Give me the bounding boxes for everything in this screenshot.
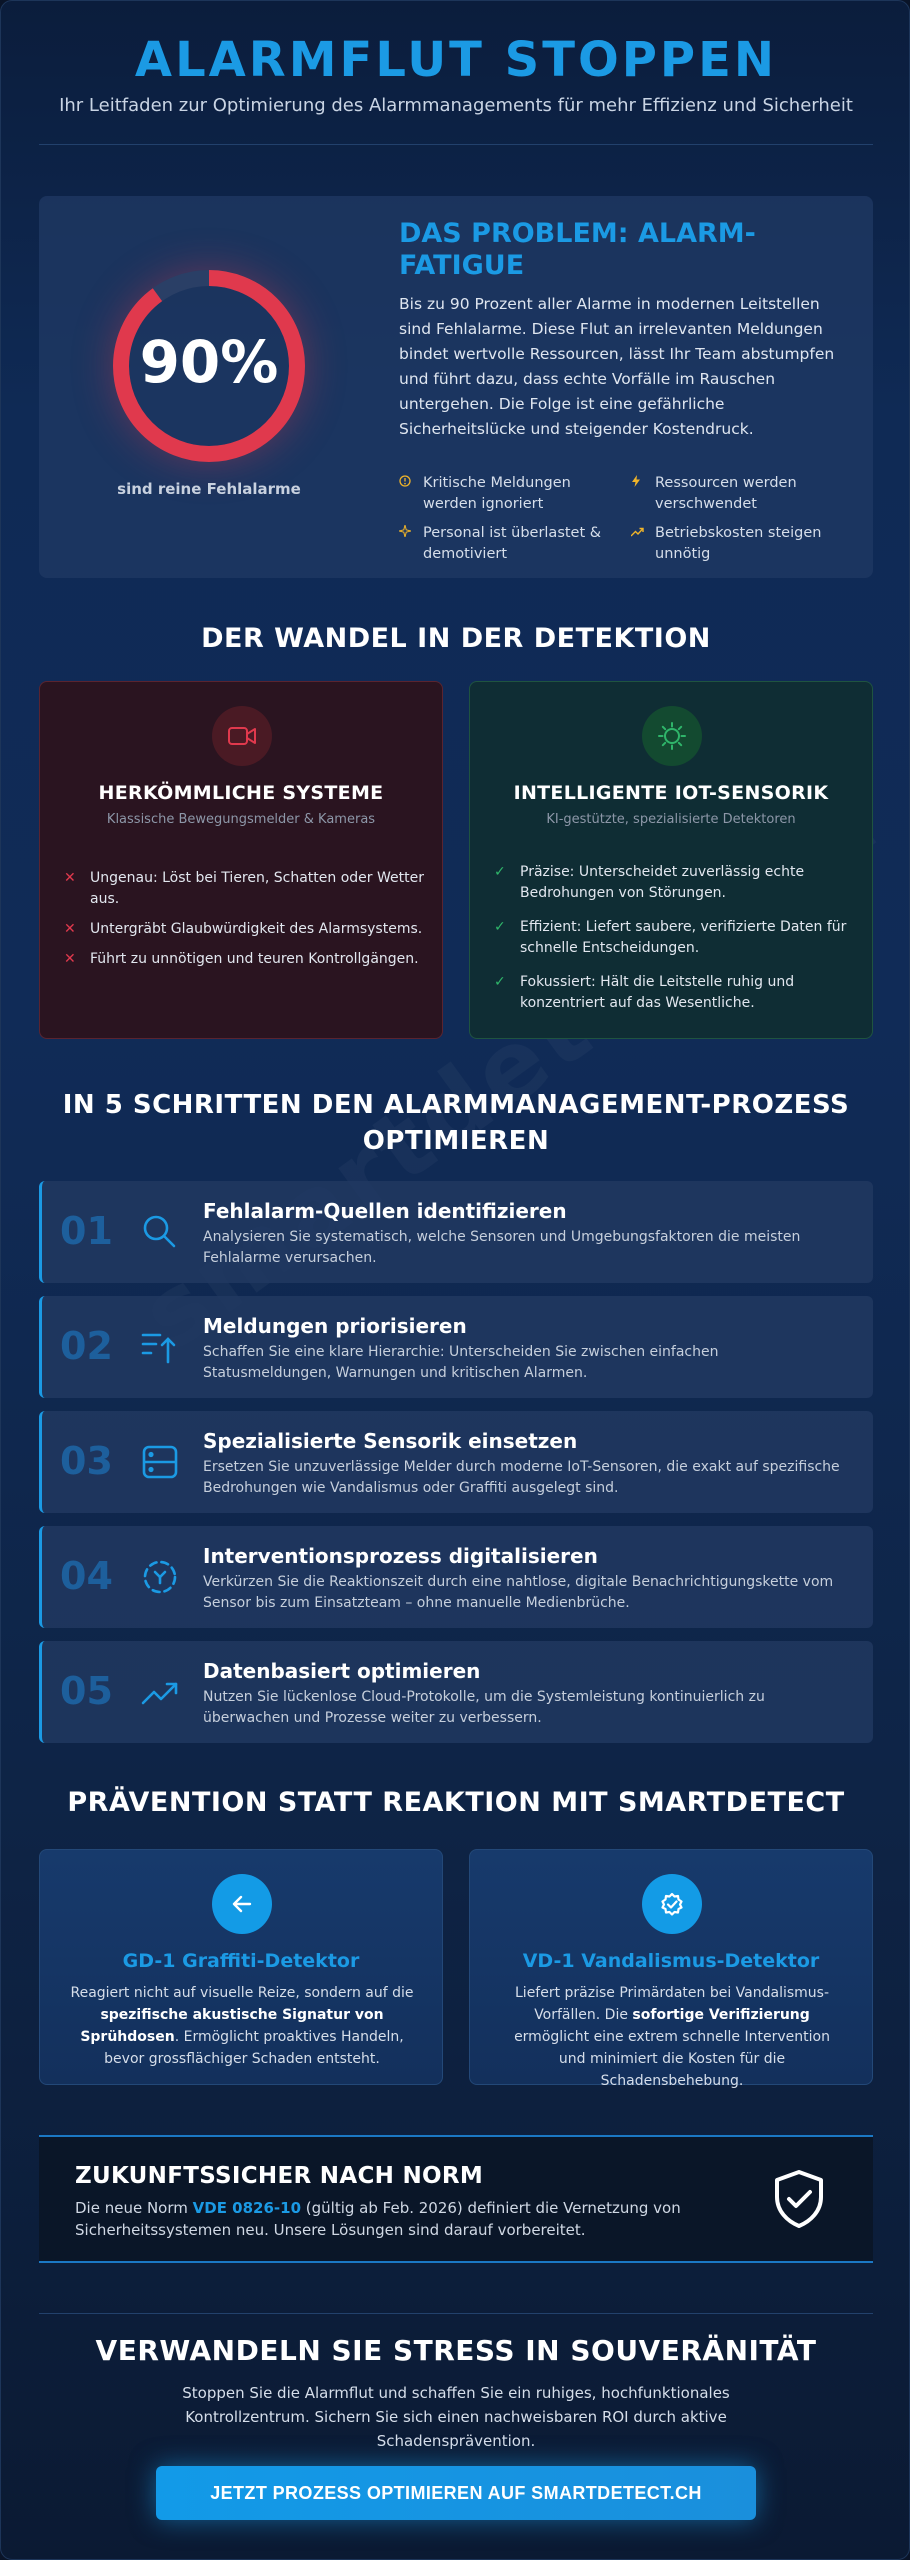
issue-text: Kritische Meldungen werden ignoriert xyxy=(423,475,571,512)
step-description: Nutzen Sie lückenlose Cloud-Protokolle, um die Systemleistung kontinuierlich zu überwachen und Prozesse weiter zu verbessern. xyxy=(203,1689,765,1726)
list-item: ✕ Untergräbt Glaubwürdigkeit des Alarmsystems. xyxy=(64,919,430,940)
step-number: 01 xyxy=(60,1209,113,1253)
check-icon: ✓ xyxy=(494,864,506,880)
step-number: 02 xyxy=(60,1324,113,1368)
problem-title: DAS PROBLEM: ALARM-FATIGUE xyxy=(399,218,756,281)
trend-up-icon xyxy=(140,1672,180,1712)
norm-highlight: VDE 0826-10 xyxy=(192,2199,302,2217)
step-card xyxy=(39,1526,873,1628)
card-title: HERKÖMMLICHE SYSTEME xyxy=(98,782,384,804)
trend-up-icon xyxy=(631,523,645,565)
stat-value: 90% xyxy=(139,328,279,396)
page-title: ALARMFLUT STOPPEN xyxy=(134,32,778,88)
list-item: ✕ Ungenau: Löst bei Tieren, Schatten oder Wetter aus. xyxy=(64,868,430,910)
stat-caption: sind reine Fehlalarme xyxy=(117,480,301,498)
step-card xyxy=(39,1181,873,1283)
false-alarm-ring xyxy=(109,266,309,466)
step-description: Ersetzen Sie unzuverlässige Melder durch moderne IoT-Sensoren, die exakt auf spezifische Bedrohungen wie Vandalismus oder Graffiti ausgelegt sind. xyxy=(203,1459,840,1496)
norm-text: Die neue Norm VDE 0826-10 (gültig ab Feb. 2026) definiert die Vernetzung von Sicherheitssystemen neu. Unsere Lösungen sind darauf vorbereitet. xyxy=(75,2199,681,2239)
norm-title: ZUKUNFTSSICHER NACH NORM xyxy=(75,2163,484,2189)
product-description: Liefert präzise Primärdaten bei Vandalismus-Vorfällen. Die sofortige Verifizierung ermöglicht eine extrem schnelle Intervention und minimiert die Kosten für die Schadensbehebung. xyxy=(514,1985,830,2089)
arrow-left-icon xyxy=(212,1874,272,1934)
list-item: ✕ Führt zu unnötigen und teuren Kontrollgängen. xyxy=(64,949,430,970)
step-number: 05 xyxy=(60,1669,113,1713)
card-subtitle: Klassische Bewegungsmelder & Kameras xyxy=(106,812,376,827)
step-number: 04 xyxy=(60,1554,113,1598)
issue-text: Personal ist überlastet & demotiviert xyxy=(423,525,602,562)
section-title-detection: DER WANDEL IN DER DETEKTION xyxy=(201,623,711,654)
issue-item xyxy=(631,523,851,565)
product-title: VD-1 Vandalismus-Detektor xyxy=(522,1950,820,1972)
video-camera-icon xyxy=(212,706,272,766)
step-description: Schaffen Sie eine klare Hierarchie: Unterscheiden Sie zwischen einfachen Statusmeldungen, Warnungen und kritischen Alarmen. xyxy=(203,1344,719,1381)
section-title-products: PRÄVENTION STATT REAKTION MIT SMARTDETECT xyxy=(67,1787,845,1818)
server-icon xyxy=(140,1442,180,1482)
issue-item xyxy=(399,473,619,515)
issue-item xyxy=(399,523,619,565)
product-description: Reagiert nicht auf visuelle Reize, sondern auf die spezifische akustische Signatur von Sprühdosen. Ermöglicht proaktives Handeln, bevor grossflächiger Schaden entsteht. xyxy=(70,1985,414,2067)
search-icon xyxy=(140,1212,180,1252)
card-title: INTELLIGENTE IOT-SENSORIK xyxy=(513,782,829,804)
product-card-gd1 xyxy=(39,1849,443,2085)
step-title: Interventionsprozess digitalisieren xyxy=(203,1544,598,1568)
list-item: ✓ Fokussiert: Hält die Leitstelle ruhig und konzentriert auf das Wesentliche. xyxy=(494,972,860,1014)
cross-icon: ✕ xyxy=(64,921,76,937)
sort-priority-icon xyxy=(140,1327,180,1367)
cross-icon: ✕ xyxy=(64,951,76,967)
target-scan-icon xyxy=(140,1557,180,1597)
divider xyxy=(39,2313,873,2314)
step-title: Meldungen priorisieren xyxy=(203,1314,467,1338)
issue-text: Ressourcen werden verschwendet xyxy=(655,475,797,512)
norm-banner xyxy=(39,2135,873,2263)
step-description: Verkürzen Sie die Reaktionszeit durch eine nahtlose, digitale Benachrichtigungskette vom Sensor bis zum Einsatzteam – ohne manuelle Medienbrüche. xyxy=(203,1574,834,1611)
cross-icon: ✕ xyxy=(64,870,76,886)
step-number: 03 xyxy=(60,1439,113,1483)
shield-check-icon xyxy=(767,2167,831,2231)
drawback-list xyxy=(64,868,430,979)
header xyxy=(39,31,873,116)
verified-check-icon xyxy=(642,1874,702,1934)
divider xyxy=(39,144,873,145)
step-card xyxy=(39,1641,873,1743)
problem-body: Bis zu 90 Prozent aller Alarme in modernen Leitstellen sind Fehlalarme. Diese Flut an irrelevanten Meldungen bindet wertvolle Ressourcen, lässt Ihr Team abstumpfen und führt dazu, dass echte Vorfälle im Rauschen untergehen. Die Folge ist eine gefährliche Sicherheitslücke und steigender Kostendruck. xyxy=(399,295,835,438)
step-card xyxy=(39,1411,873,1513)
issue-text: Betriebskosten steigen unnötig xyxy=(655,525,822,562)
closing-text: Stoppen Sie die Alarmflut und schaffen Sie ein ruhiges, hochfunktionales Kontrollzentrum. Sichern Sie sich einen nachweisbaren ROI durch aktive Schadensprävention. xyxy=(182,2384,730,2450)
lightning-icon xyxy=(631,473,645,515)
step-card xyxy=(39,1296,873,1398)
step-description: Analysieren Sie systematisch, welche Sensoren und Umgebungsfaktoren die meisten Fehlalarme verursachen. xyxy=(203,1229,801,1266)
step-title: Spezialisierte Sensorik einsetzen xyxy=(203,1429,578,1453)
cta-button[interactable]: JETZT PROZESS OPTIMIEREN AUF SMARTDETECT.CH xyxy=(156,2466,756,2520)
issue-item xyxy=(631,473,851,515)
problem-card xyxy=(39,196,873,578)
page-subtitle: Ihr Leitfaden zur Optimierung des Alarmmanagements für mehr Effizienz und Sicherheit xyxy=(59,95,853,116)
check-icon: ✓ xyxy=(494,974,506,990)
list-item: ✓ Präzise: Unterscheidet zuverlässig echte Bedrohungen von Störungen. xyxy=(494,862,860,904)
alert-circle-icon xyxy=(399,473,413,515)
closing-title: VERWANDELN SIE STRESS IN SOUVERÄNITÄT xyxy=(95,2334,817,2367)
check-icon: ✓ xyxy=(494,919,506,935)
cpu-chip-icon xyxy=(642,706,702,766)
card-intelligent-iot xyxy=(469,681,873,1039)
section-title-steps: IN 5 SCHRITTEN DEN ALARMMANAGEMENT-PROZESS OPTIMIEREN xyxy=(62,1090,850,1156)
benefit-list xyxy=(494,862,860,1023)
step-title: Datenbasiert optimieren xyxy=(203,1659,481,1683)
product-title: GD-1 Graffiti-Detektor xyxy=(122,1950,360,1972)
card-subtitle: KI-gestützte, spezialisierte Detektoren xyxy=(546,812,796,827)
card-conventional-systems xyxy=(39,681,443,1039)
step-title: Fehlalarm-Quellen identifizieren xyxy=(203,1199,567,1223)
list-item: ✓ Effizient: Liefert saubere, verifizierte Daten für schnelle Entscheidungen. xyxy=(494,917,860,959)
product-card-vd1 xyxy=(469,1849,873,2089)
sparkle-icon xyxy=(399,523,413,565)
